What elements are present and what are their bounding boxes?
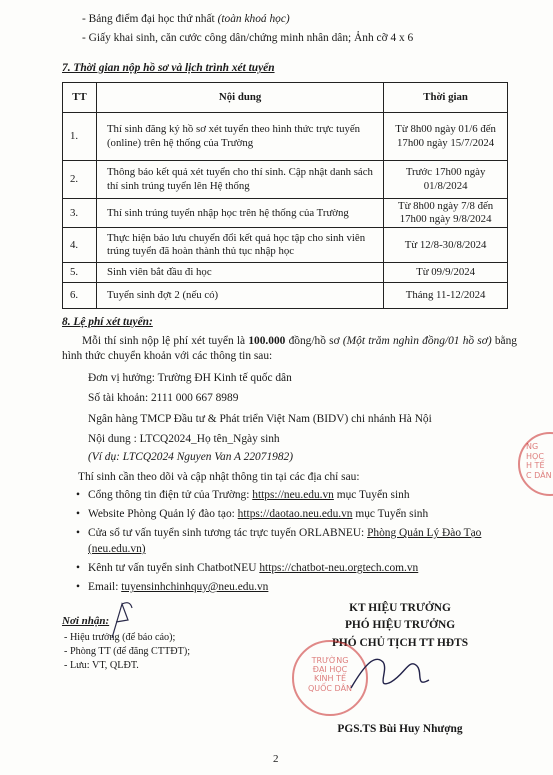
table-header-cell: TT — [63, 83, 97, 113]
schedule-table — [62, 82, 508, 309]
example-text: (Ví dụ: LTCQ2024 Nguyen Van A 22071982) — [88, 451, 294, 463]
list-item: • Cổng thông tin điện tử của Trường: https://neu.edu.vn mục Tuyển sinh — [76, 489, 410, 501]
table-row — [63, 161, 508, 199]
bullet-icon: • — [76, 489, 80, 501]
fee-paragraph: Mỗi thí sinh nộp lệ phí xét tuyển là 100.000 đồng/hồ sơ (Một trăm nghìn đồng/01 hồ sơ) bằng hình thức chuyển khoản với các thông tin sau: — [62, 335, 517, 362]
table-cell: 5. — [63, 263, 97, 283]
table-cell: Từ 8h00 ngày 7/8 đến 17h00 ngày 9/8/2024 — [384, 199, 508, 228]
side-seal-stamp — [518, 432, 553, 496]
seal-text: C DÂN — [526, 470, 552, 480]
table-row — [63, 263, 508, 283]
table-cell: Thí sinh đăng ký hồ sơ xét tuyển theo hình thức trực tuyến (online) trên hệ thống của Trường — [96, 113, 383, 161]
email-link[interactable]: tuyensinhchinhquy@neu.edu.vn — [121, 581, 269, 593]
signer-name: PGS.TS Bùi Huy Nhượng — [337, 723, 463, 735]
website-link[interactable]: https://neu.edu.vn — [252, 489, 334, 501]
seal-text: HỌC — [526, 451, 544, 461]
table-cell: 2. — [63, 161, 97, 199]
table-cell: Từ 12/8-30/8/2024 — [384, 228, 508, 263]
table-header-row — [63, 83, 508, 113]
seal-text: ĐẠI HỌC — [312, 665, 348, 675]
table-cell: Thông báo kết quả xét tuyển cho thí sinh. Cập nhật danh sách thí sinh trúng tuyển lên Hệ thống — [96, 161, 383, 199]
signature-line: PHÓ CHỦ TỊCH TT HĐTS — [331, 637, 469, 649]
table-cell: Tuyển sinh đợt 2 (nếu có) — [96, 283, 383, 309]
table-cell: Trước 17h00 ngày 01/8/2024 — [384, 161, 508, 199]
list-item: • Kênh tư vấn tuyển sinh ChatbotNEU https://chatbot-neu.orgtech.com.vn — [76, 562, 419, 574]
list-item: • Cửa sổ tư vấn tuyển sinh tương tác trực tuyến ORLABNEU: Phòng Quản Lý Đào Tạo — [76, 527, 482, 539]
handwritten-signature-icon — [345, 644, 435, 704]
table-cell: Từ 09/9/2024 — [384, 263, 508, 283]
table-cell: 1. — [63, 113, 97, 161]
table-cell: 4. — [63, 228, 97, 263]
section-heading: 8. Lệ phí xét tuyển: — [62, 316, 153, 328]
seal-text: TRƯỜNG — [311, 656, 349, 665]
table-cell: Thực hiện bảo lưu chuyển đổi kết quả học tập cho sinh viên trúng tuyển đã hoàn thành thủ tục nhập học — [96, 228, 383, 263]
table-row — [63, 228, 508, 263]
page-number: 2 — [273, 753, 279, 765]
table-cell: Tháng 11-12/2024 — [384, 283, 508, 309]
orlab-link-tail[interactable]: (neu.edu.vn) — [88, 543, 146, 555]
signature-line: PHÓ HIỆU TRƯỞNG — [344, 619, 456, 631]
orlab-link-continued — [88, 542, 146, 557]
table-cell: Từ 8h00 ngày 01/6 đến 17h00 ngày 15/7/2024 — [384, 113, 508, 161]
follow-text: Thí sinh cần theo dõi và cập nhật thông tin tại các địa chỉ sau: — [78, 471, 360, 483]
chatbot-link[interactable]: https://chatbot-neu.orgtech.com.vn — [259, 562, 419, 574]
table-row — [63, 113, 508, 161]
seal-text: QUỐC DÂN — [307, 683, 353, 693]
section-heading: 7. Thời gian nộp hồ sơ và lịch trình xét tuyển — [62, 62, 275, 74]
table-cell: Thí sinh trúng tuyển nhập học trên hệ thống của Trường — [96, 199, 383, 228]
list-item: • Website Phòng Quản lý đào tạo: https://daotao.neu.edu.vn mục Tuyển sinh — [76, 508, 429, 520]
bullet-icon: • — [76, 527, 80, 539]
signature-line: KT HIỆU TRƯỞNG — [349, 602, 451, 614]
table-cell: Sinh viên bắt đầu đi học — [96, 263, 383, 283]
table-row — [63, 199, 508, 228]
table-cell: 6. — [63, 283, 97, 309]
recipient-item: - Phòng TT (để đăng CTTĐT); — [64, 646, 191, 657]
bullet-icon: • — [76, 562, 80, 574]
table-row — [63, 283, 508, 309]
table-header-cell: Thời gian — [384, 83, 508, 113]
bullet-icon: • — [76, 581, 80, 593]
bank-text: Ngân hàng TMCP Đầu tư & Phát triển Việt Nam (BIDV) chi nhánh Hà Nội — [88, 413, 432, 425]
transfer-content-text: Nội dung : LTCQ2024_Họ tên_Ngày sinh — [88, 433, 280, 445]
seal-text: H TẾ — [526, 461, 545, 471]
recipients-title: Nơi nhận: — [62, 615, 110, 627]
beneficiary-text: Đơn vị hưởng: Trường ĐH Kinh tế quốc dân — [88, 372, 292, 384]
recipient-item: - Lưu: VT, QLĐT. — [64, 660, 139, 671]
seal-text: NG — [526, 442, 539, 451]
document-list-item: - Giấy khai sinh, căn cước công dân/chứng minh nhân dân; Ảnh cỡ 4 x 6 — [82, 32, 414, 44]
seal-text: KINH TẾ — [313, 674, 347, 684]
recipient-item: - Hiệu trưởng (để báo cáo); — [64, 632, 176, 643]
table-header-cell: Nội dung — [96, 83, 383, 113]
table-cell: 3. — [63, 199, 97, 228]
list-item: • Email: tuyensinhchinhquy@neu.edu.vn — [76, 581, 269, 593]
bullet-icon: • — [76, 508, 80, 520]
orlab-link[interactable]: Phòng Quản Lý Đào Tạo — [367, 527, 482, 539]
training-website-link[interactable]: https://daotao.neu.edu.vn — [237, 508, 353, 520]
account-number-text: Số tài khoản: 2111 000 667 8989 — [88, 392, 239, 404]
document-list-item: - Bảng điểm đại học thứ nhất (toàn khoá học) — [82, 13, 290, 25]
